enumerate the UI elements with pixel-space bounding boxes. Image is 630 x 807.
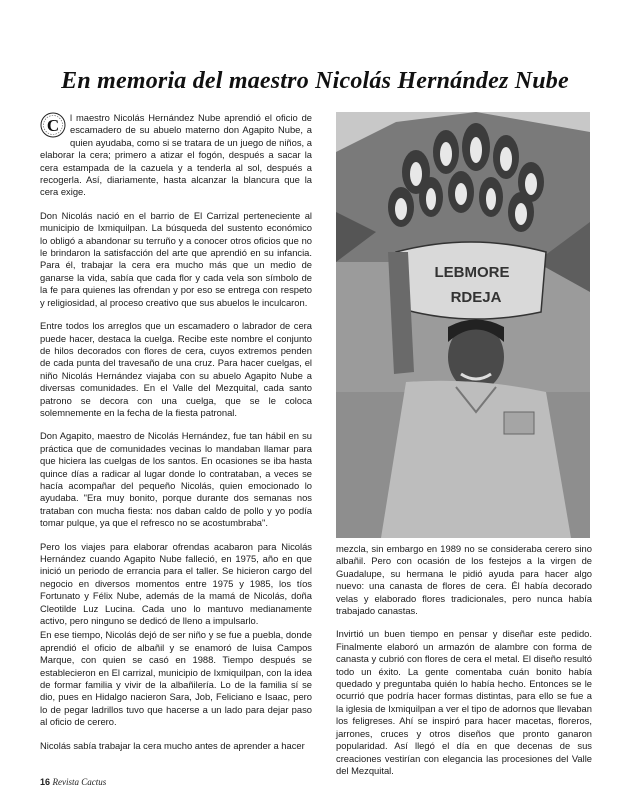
artisan-photo <box>336 112 590 538</box>
magazine-name: Revista Cactus <box>52 777 107 787</box>
drop-cap-letter: C <box>46 116 60 135</box>
paragraph: Entre todos los arreglos que un escamadero o labrador de cera puede hacer, destaca la cuelga. Recibe este nombre el conjunto de hilos decorados con flores de cera, cuyos extremos penden de cada punta del travesaño de una cruz. Para hacer cuelgas, el niño Nicolás Hernández viajaba con su abuelo Agapito Nube a diversas comunidades. En el Valle del Mezquital, cada santo patrono se decora con una cuelga, que se le coloca solemnemente en la fecha de la fiesta patronal. <box>40 320 312 418</box>
paragraph: mezcla, sin embargo en 1989 no se consideraba cerero sino albañil. Pero con ocasión de los festejos a la virgen de Guadalupe, su hermana le pidió ayuda para hacer algo nuevo: una canasta de flores de cera. Él había decorado velas y elaborado flores tradicionales, pero nunca había trabajado canastas. <box>336 543 592 617</box>
article-title: En memoria del maestro Nicolás Hernández Nube <box>61 68 569 94</box>
left-column <box>40 112 312 763</box>
basket-lettering-top: LEBMORE <box>434 264 510 281</box>
paragraph: Don Nicolás nació en el barrio de El Carrizal perteneciente al municipio de Ixmiquilpan. La búsqueda del sustento económico lo obligó a abandonar su terruño y a conocer otros oficios que no le brindaron la satisfacción del arte que aprendió en su infancia. Para él, trabajar la cera era mucho más que un medio de ganarse la vida, sabía que cada flor y cada vela son símbolo de la fe para quienes las ofrendan y por eso se entrega con respeto y religiosidad, al proceso creativo que sus abuelos le inculcaron. <box>40 209 312 308</box>
paragraph <box>40 112 312 199</box>
paragraph-text: l maestro Nicolás Hernández Nube aprendió el oficio de escamadero de su abuelo materno don Agapito Nube, a quien ayudaba, como si se tratara de un juego de niños, a elaborar la cera; primero a atizar el fogón, después a sacar la cera estampada de la cazuela y a tenderla al sol, después a recogerla. Así, diariamente, hasta alcanzar la blancura que la cera exige. <box>40 112 312 198</box>
paragraph: Pero los viajes para elaborar ofrendas acabaron para Nicolás Hernández cuando Agapito Nube falleció, en 1975, año en que inició un periodo de errancia para el taller. Se hicieron cargo del negocio en diversos momentos entre 1975 y 1985, los tíos Fortunato y Félix Nube, además de la mamá de Nicolás, doña Cleotilde Luz Lucina. Cada uno lo mantuvo medianamente activo, pero ninguno se dedicó de lleno a impulsarlo. <box>40 540 312 627</box>
paragraph: En ese tiempo, Nicolás dejó de ser niño y se fue a puebla, donde aprendió el oficio de albañil y se enamoró de luisa Campos Marque, con quien se casó en 1988. Tiempo después se establecieron en El carrizal, municipio de Ixmiquilpan, con la idea de formar familia y vivir de la albañilería. Lo de la familia sí se dio, pues en Hidalgo nacieron Sara, Job, Feliciano e Isaac, pero lo de pegar ladrillos tuvo que hacerse a un lado para dejar paso al oficio de cerero. <box>40 629 312 728</box>
paragraph: Don Agapito, maestro de Nicolás Hernández, fue tan hábil en su práctica que de comunidades vecinas lo mandaban llamar para que hiciera las cuelgas de los santos. En ocasiones se iba hasta quince días a radicar al lugar donde lo contrataban, a veces se hacía acompañar del pequeño Nicolás, quien emocionado lo ayudaba. "Era muy bonito, porque durante dos semanas nos trataban con mucha fiesta: nos daban caldo de pollo y yo podía tomar pulque, ya que el refresco no se acostumbraba". <box>40 430 312 529</box>
right-column <box>336 543 592 788</box>
page-number: 16 <box>40 777 51 787</box>
paragraph: Nicolás sabía trabajar la cera mucho antes de aprender a hacer <box>40 739 305 751</box>
drop-cap-ornament <box>40 112 66 138</box>
paragraph: Invirtió un buen tiempo en pensar y diseñar este pedido. Finalmente elaboró un armazón de alambre con forma de canasta y cubrió con flores de cera el metal. El diseño resultó todo un éxito. La gente comentaba cuán bonito había quedado y preguntaba quién lo había hecho. Entonces se le ocurrió que podría hacer formas distintas, para ello se fue a la iglesia de Ixmiquilpan a ver el tipo de adornos que llevaban los feligreses. Ahí se inspiró para hacer macetas, floreros, jarrones, cruces y otros diseños que pronto ganaron popularidad. Así llegó el día en que decenas de sus creaciones vestirían con elegancia las procesiones del Valle del Mezquital. <box>336 628 592 776</box>
basket-lettering-bottom: RDEJA <box>450 289 502 306</box>
page-footer <box>40 777 106 787</box>
photo-illustration <box>336 112 590 538</box>
